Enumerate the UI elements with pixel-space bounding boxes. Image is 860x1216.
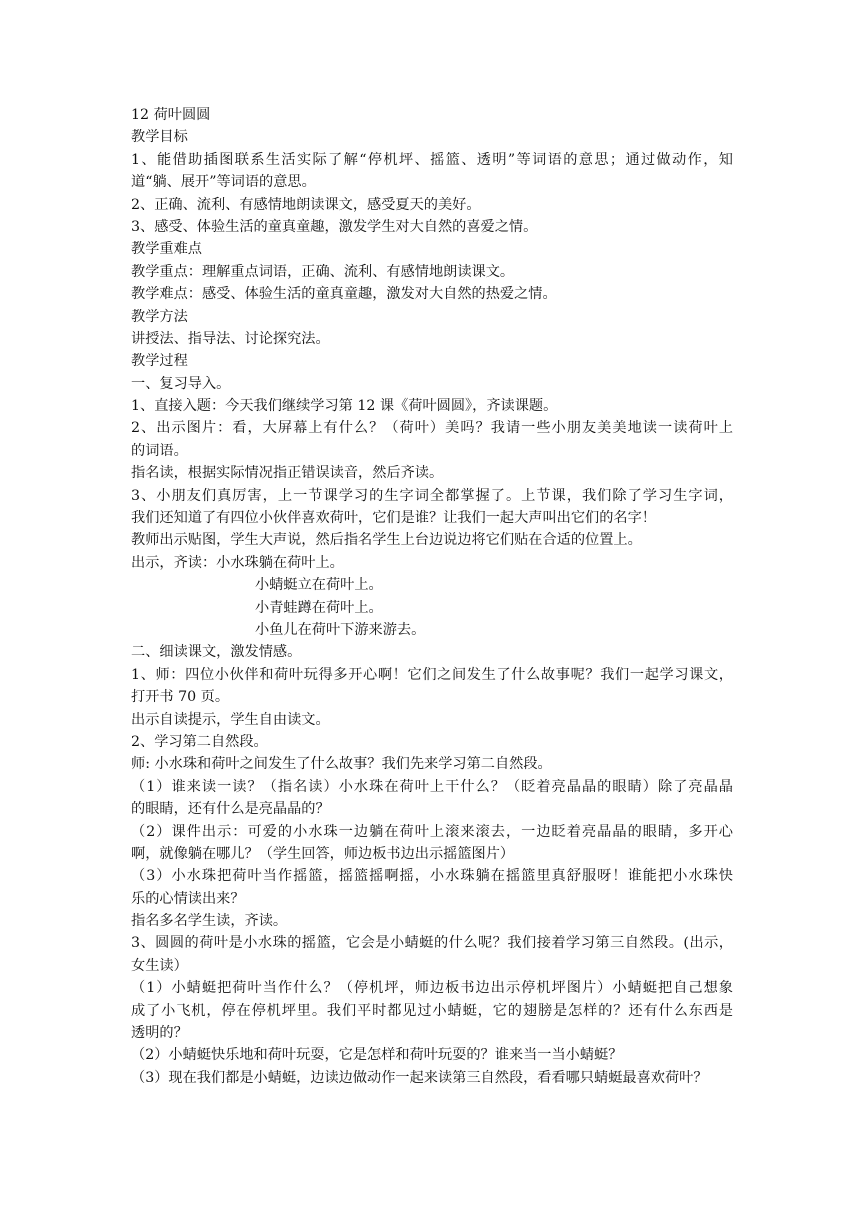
key-point: 教学重点：理解重点词语，正确、流利、有感情地朗读课文。: [131, 263, 515, 280]
difficult-point: 教学难点：感受、体验生活的童真童趣，激发对大自然的热爱之情。: [131, 286, 557, 303]
paragraph-line: 的眼睛，还有什么是亮晶晶的？: [131, 801, 330, 818]
paragraph-line: 女生读）: [131, 957, 188, 974]
paragraph-line: （3）现在我们都是小蜻蜓，边读边做动作一起来读第三自然段，看看哪只蜻蜓最喜欢荷叶？: [131, 1069, 708, 1086]
reading-line: 小蜻蜓立在荷叶上。: [255, 577, 383, 594]
paragraph-line: 啊，就像躺在哪儿？（学生回答，师边板书边出示摇篮图片）: [131, 845, 515, 862]
heading-key-points: 教学重难点: [131, 241, 202, 258]
paragraph-line: 透明的？: [131, 1025, 188, 1042]
paragraph-line: 指名多名学生读，齐读。: [131, 913, 288, 930]
paragraph-line: （3）小水珠把荷叶当作摇篮，摇篮摇啊摇，小水珠躺在摇篮里真舒服呀！谁能把小水珠快: [131, 868, 733, 885]
paragraph-line: 打开书 70 页。: [131, 689, 230, 706]
document-page: [131, 104, 733, 1089]
objective-1-line-2: 道“躺、展开”等词语的意思。: [131, 174, 316, 191]
reading-line: 小鱼儿在荷叶下游来游去。: [255, 621, 426, 638]
paragraph-line: 1、直接入题：今天我们继续学习第 12 课《荷叶圆圆》，齐读课题。: [131, 398, 558, 415]
paragraph-line: 2、出示图片：看，大屏幕上有什么？（荷叶）美吗？我请一些小朋友美美地读一读荷叶上: [131, 420, 733, 437]
reading-line: 小青蛙蹲在荷叶上。: [255, 599, 383, 616]
section-2-heading: 二、细读课文，激发情感。: [131, 644, 302, 661]
heading-process: 教学过程: [131, 353, 188, 370]
paragraph-line: （2）课件出示：可爱的小水珠一边躺在荷叶上滚来滚去，一边眨着亮晶晶的眼睛，多开心: [131, 823, 733, 840]
paragraph-line: 教师出示贴图，学生大声说，然后指名学生上台边说边将它们贴在合适的位置上。: [131, 532, 642, 549]
paragraph-line: 2、学习第二自然段。: [131, 733, 268, 750]
paragraph-line: （1）谁来读一读？（指名读）小水珠在荷叶上干什么？（眨着亮晶晶的眼睛）除了亮晶晶: [131, 778, 733, 795]
paragraph-line: 1、师：四位小伙伴和荷叶玩得多开心啊！它们之间发生了什么故事呢？我们一起学习课文，: [131, 666, 733, 683]
paragraph-line: 成了小飞机，停在停机坪里。我们平时都见过小蜻蜓，它的翅膀是怎样的？还有什么东西是: [131, 1002, 733, 1019]
paragraph-line: （1）小蜻蜓把荷叶当作什么？（停机坪，师边板书边出示停机坪图片）小蜻蜓把自己想象: [131, 980, 733, 997]
paragraph-line: （2）小蜻蜓快乐地和荷叶玩耍，它是怎样和荷叶玩耍的？谁来当一当小蜻蜓？: [131, 1047, 623, 1064]
paragraph-line: 我们还知道了有四位小伙伴喜欢荷叶，它们是谁？让我们一起大声叫出它们的名字！: [131, 510, 656, 527]
heading-objectives: 教学目标: [131, 129, 188, 146]
methods-text: 讲授法、指导法、讨论探究法。: [131, 330, 330, 347]
lesson-title: 12 荷叶圆圆: [131, 107, 211, 123]
paragraph-line: 的词语。: [131, 442, 188, 459]
paragraph-line: 3、小朋友们真厉害，上一节课学习的生字词全都掌握了。上节课，我们除了学习生字词，: [131, 487, 733, 504]
paragraph-line: 3、圆圆的荷叶是小水珠的摇篮，它会是小蜻蜓的什么呢？我们接着学习第三自然段。(出示，: [131, 935, 733, 952]
heading-methods: 教学方法: [131, 308, 188, 325]
paragraph-line: 出示自读提示，学生自由读文。: [131, 711, 330, 728]
section-1-heading: 一、复习导入。: [131, 375, 231, 392]
objective-2: 2、正确、流利、有感情地朗读课文，感受夏天的美好。: [131, 196, 481, 213]
paragraph-line: 指名读，根据实际情况指正错误读音，然后齐读。: [131, 465, 444, 482]
paragraph-line: 师: 小水珠和荷叶之间发生了什么故事？我们先来学习第二自然段。: [131, 756, 552, 773]
objective-1-line-1: 1、能借助插图联系生活实际了解“停机坪、摇篮、透明”等词语的意思；通过做动作，知: [131, 151, 733, 168]
paragraph-line: 乐的心情读出来？: [131, 890, 245, 907]
objective-3: 3、感受、体验生活的童真童趣，激发学生对大自然的喜爱之情。: [131, 218, 538, 235]
reading-line: 出示，齐读：小水珠躺在荷叶上。: [131, 554, 344, 571]
